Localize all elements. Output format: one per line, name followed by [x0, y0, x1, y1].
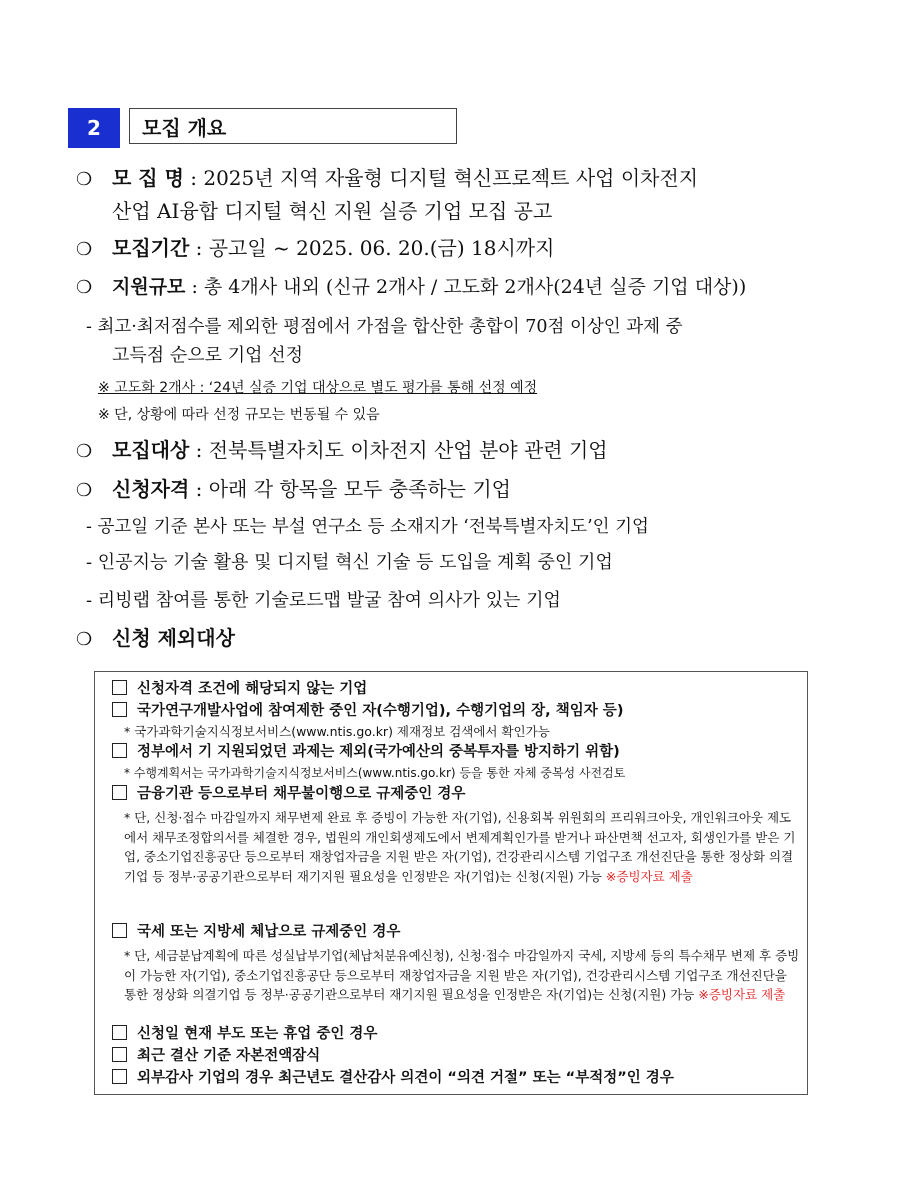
recruit-name-value: 2025년 지역 자율형 디지털 혁신프로젝트 사업 이차전지 — [203, 166, 699, 190]
bullet-icon: ❍ — [76, 277, 93, 298]
recruit-name-line: ❍ 모 집 명 : 2025년 지역 자율형 디지털 혁신프로젝트 사업 이차전지 — [76, 163, 856, 195]
period-label: 모집기간 — [112, 236, 190, 260]
target-line: ❍ 모집대상 : 전북특별자치도 이차전지 산업 분야 관련 기업 — [76, 435, 856, 467]
bullet-icon: ❍ — [76, 629, 93, 650]
target-label: 모집대상 — [112, 438, 190, 462]
exclusion-item-1: 신청자격 조건에 해당되지 않는 기업 — [112, 678, 367, 700]
checkbox-icon — [112, 702, 127, 717]
exclusion-item-7: 최근 결산 기준 자본전액잠식 — [112, 1045, 320, 1067]
checkbox-icon — [112, 923, 127, 938]
qualification-line: ❍ 신청자격 : 아래 각 항목을 모두 충족하는 기업 — [76, 474, 856, 506]
qualification-dash-3: - 리빙랩 참여를 통한 기술로드맵 발굴 참여 의사가 있는 기업 — [86, 590, 561, 611]
checkbox-icon — [112, 743, 127, 758]
exclusion-item-3: 정부에서 기 지원되었던 과제는 제외(국가예산의 중복투자를 방지하기 위함) — [112, 741, 620, 763]
scale-dash-1: - 최고·최저점수를 제외한 평점에서 가점을 합산한 총합이 70점 이상인 과제 중 — [86, 317, 683, 337]
checkbox-icon — [112, 1025, 127, 1040]
scale-line: ❍ 지원규모 : 총 4개사 내외 (신규 2개사 / 고도화 2개사(24년 실증 기업 대상)) — [76, 272, 856, 303]
exclusion-item-6: 신청일 현재 부도 또는 휴업 중인 경우 — [112, 1023, 377, 1045]
exclusion-item-5: 국세 또는 지방세 체납으로 규제중인 경우 — [112, 921, 400, 943]
recruit-name-value-cont: 산업 AI융합 디지털 혁신 지원 실증 기업 모집 공고 — [112, 199, 553, 223]
exclusion-heading — [76, 623, 856, 655]
exclusion-item-2: 국가연구개발사업에 참여제한 중인 자(수행기업), 수행기업의 장, 책임자 등) — [112, 700, 623, 722]
scale-label: 지원규모 — [112, 276, 186, 298]
qualification-label: 신청자격 — [112, 477, 190, 501]
evidence-required: ※증빙자료 제출 — [698, 987, 786, 1002]
bullet-icon: ❍ — [76, 239, 93, 260]
checkbox-icon — [112, 1047, 127, 1062]
scale-value: 총 4개사 내외 (신규 2개사 / 고도화 2개사(24년 실증 기업 대상)) — [203, 276, 747, 298]
scale-note-1: ※ 고도화 2개사 : ‘24년 실증 기업 대상으로 별도 평가를 통해 선정 예정 — [98, 380, 538, 396]
qualification-dash-1: - 공고일 기준 본사 또는 부설 연구소 등 소재지가 ‘전북특별자치도’인 기업 — [86, 517, 649, 537]
bullet-icon: ❍ — [76, 441, 93, 462]
qualification-dash-2: - 인공지능 기술 활용 및 디지털 혁신 기술 등 도입을 계획 중인 기업 — [86, 552, 613, 573]
bullet-icon: ❍ — [76, 169, 93, 190]
period-value: 공고일 ~ 2025. 06. 20.(금) 18시까지 — [208, 236, 555, 260]
exclusion-item-8: 외부감사 기업의 경우 최근년도 결산감사 의견이 “의견 거절” 또는 “부적정”인 경우 — [112, 1067, 674, 1089]
checkbox-icon — [112, 680, 127, 695]
exclusion-item-3-note: * 수행계획서는 국가과학기술지식정보서비스(www.ntis.go.kr) 등을 통한 자체 중복성 사전검토 — [124, 766, 626, 780]
checkbox-icon — [112, 1069, 127, 1084]
period-line: ❍ 모집기간 : 공고일 ~ 2025. 06. 20.(금) 18시까지 — [76, 233, 856, 265]
scale-note-2: ※ 단, 상황에 따라 선정 규모는 번동될 수 있음 — [98, 407, 380, 423]
exclusion-item-4: 금융기관 등으로부터 채무불이행으로 규제중인 경우 — [112, 783, 465, 805]
evidence-required: ※증빙자료 제출 — [605, 868, 693, 884]
exclusion-item-4-note: * 단, 신청·접수 마감일까지 채무변제 완료 후 증빙이 가능한 자(기업), 신용회복 위원회의 프리워크아웃, 개인워크아웃 제도에서 채무조정합의서를 체결한 경우, 법원의 개인회생제도에서 변제계획인가를 받거나 파산면책 선고자, 회생인가를 받은 기업, 중소기업진흥공단 등으로부터 재창업자금을 지원 받은 자(기업), 건강관리시스템 기업구조 개선진단을 통한 정상화 의결기업 등 정부·공공기관으로부터 재기지원 필요성을 인정받은 자(기업)는 신청(지원) 가능 ※증빙자료 제출 — [124, 810, 796, 884]
exclusion-item-2-note: * 국가과학기술지식정보서비스(www.ntis.go.kr) 제재정보 검색에서 확인가능 — [124, 724, 550, 739]
section-number-badge: 2 — [68, 108, 120, 148]
qualification-value: 아래 각 항목을 모두 충족하는 기업 — [208, 477, 512, 501]
recruit-name-label: 모 집 명 — [112, 166, 184, 190]
exclusion-label: 신청 제외대상 — [112, 626, 235, 650]
exclusion-item-5-note: * 단, 세금분납계획에 따른 성실납부기업(체납처분유예신청), 신청·접수 마감일까지 국세, 지방세 등의 특수채무 변제 후 증빙이 가능한 자(기업), 중소기업진흥공단 등으로부터 재창업자금을 지원 받은 자(기업), 건강관리시스템 기업구조 개선진단을 통한 정상화 의결기업 등 정부·공공기관으로부터 재기지원 필요성을 인정받은 자(기업)는 신청(지원) 가능 ※증빙자료 제출 — [124, 948, 800, 1002]
target-value: 전북특별자치도 이차전지 산업 분야 관련 기업 — [208, 438, 608, 462]
scale-dash-2: 고득점 순으로 기업 선정 — [112, 345, 304, 366]
bullet-icon: ❍ — [76, 480, 93, 501]
checkbox-icon — [112, 785, 127, 800]
section-title: 모집 개요 — [129, 108, 457, 144]
